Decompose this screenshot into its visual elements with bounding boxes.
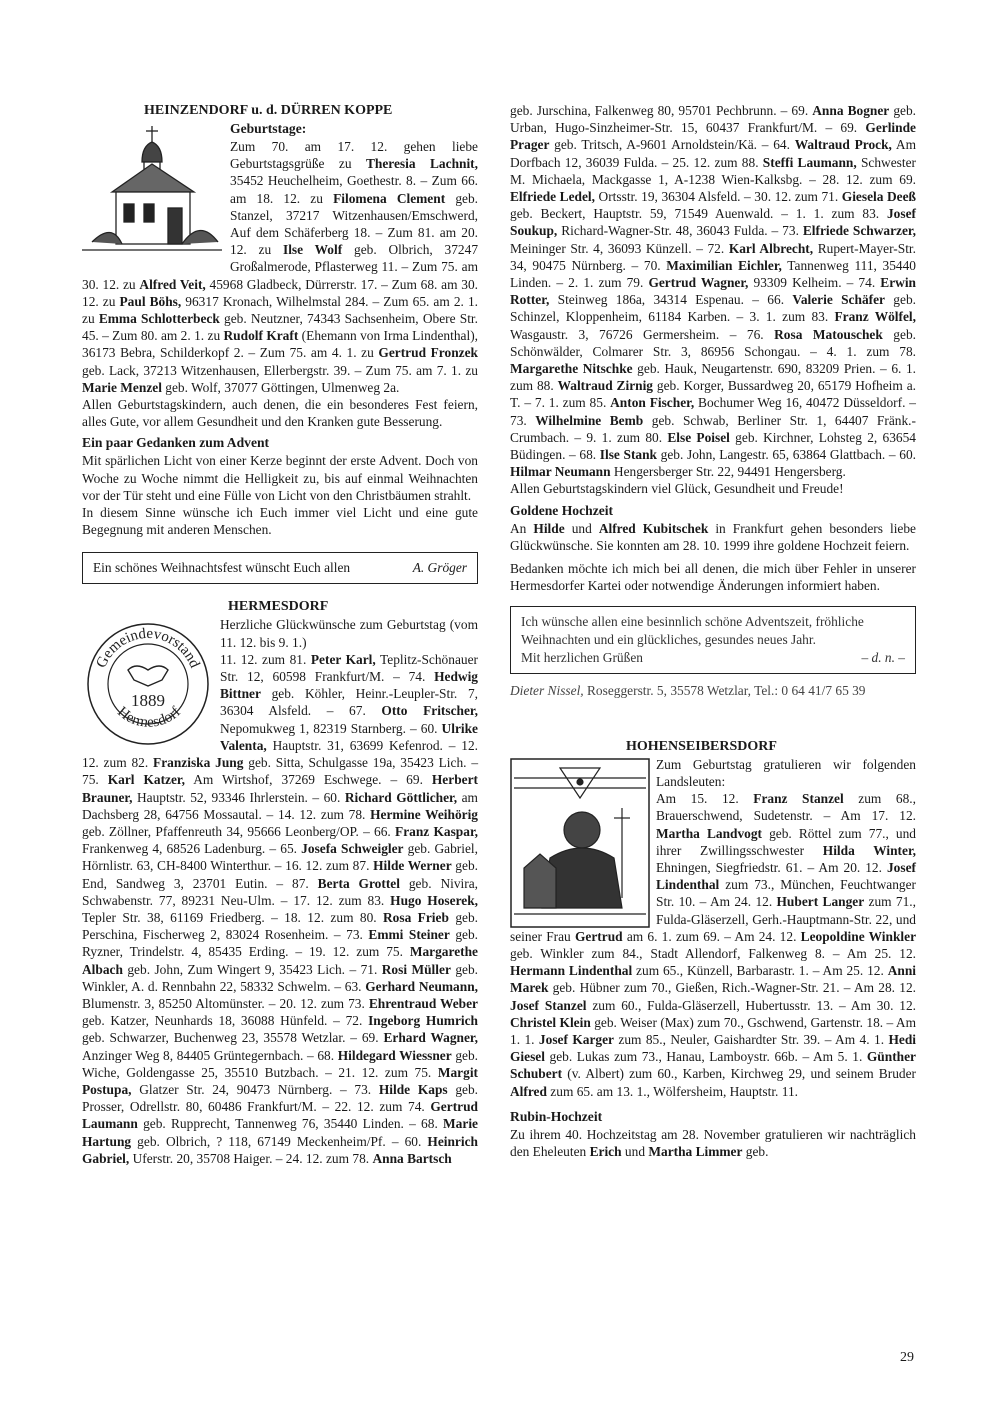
thanks-text: Bedanken möchte ich mich bei all denen, die mich über Fehler in unserer Hermesdorfer Kartei oder notwendige Änderungen informiert haben. <box>510 561 916 594</box>
advent-text-2: In diesem Sinne wünsche ich Euch immer viel Licht und eine gute Begegnung mit anderen Menschen. <box>82 505 478 538</box>
person-name: Elfriede Ledel, <box>510 189 595 205</box>
person-name: Margit Postupa, <box>82 1064 478 1097</box>
page-number: 29 <box>900 1350 914 1365</box>
box-signature: – d. n. – <box>861 650 905 666</box>
hohenseibersdorf-birthdays: Zum Geburtstag gratulieren wir folgenden Landsleuten: Am 15. 12. Franz Stanzel zum 68., Brauerschwend, Sudetenstr. – Am 17. 12. Martha Landvogt geb. Röttel zum 77., und ihrer Zwillingsschwester Hilda Winter, Ehningen, Siegfriedstr. 61. – Am 20. 12. Josef Lindenthal zum 73., München, Feuchtwanger Str. 10. – Am 24. 12. Hubert Langer zum 71., Fulda-Gläserzell, Gerh.-Hauptmann-Str. 22, und seiner Frau Gertrud am 6. 1. zum 69. – Am 24. 12. Leopoldine Winkler geb. Winkler zum 84., Stadt Allendorf, Falkenweg 8. – Am 25. 12. Hermann Lindenthal zum 65., Künzell, Barbarastr. 1. – Am 25. 12. Anni Marek geb. Hübner zum 70., Gießen, Rich.-Wagner-Str. 21. – Am 28. 12. Josef Stanzel zum 60., Fulda-Gläserzell, Hubertusstr. 13. – Am 30. 12. Christel Klein geb. Weiser (Max) zum 70., Gschwend, Gartenstr. 18. – Am 1. 1. Josef Karger zum 85., Neuler, Gaishardter Str. 39. – Am 4. 1. Hedi Giesel geb. Lukas zum 73., Hanau, Lamboystr. 66b. – Am 5. 1. Günther Schubert (v. Albert) zum 60., Karben, Kirchweg 29, und seinem Bruder Alfred zum 65. am 13. 1., Wölfersheim, Hauptstr. 11. <box>510 756 917 1099</box>
person-name: Giesela Deeß <box>841 189 916 205</box>
birthdays-subtitle: Geburtstage: <box>230 121 307 136</box>
person-name: Gertrud Laumann <box>82 1099 478 1132</box>
person-name: Franz Kaspar, <box>395 823 479 839</box>
person-name: Anton Fischer, <box>610 395 695 411</box>
person-name: Maximilian Eichler, <box>666 257 782 273</box>
person-name: Franz Wölfel, <box>834 309 917 325</box>
heinzendorf-title: HEINZENDORF u. d. DÜRREN KOPPE <box>144 103 393 118</box>
person-name: Hubert Langer <box>776 894 865 910</box>
person-name: Marie Hartung <box>82 1116 478 1149</box>
person-name: Waltraud Prock, <box>794 137 892 153</box>
chapel-illustration <box>82 122 222 262</box>
person-name: Herbert Brauner, <box>82 772 478 805</box>
heinzendorf-wishes: Allen Geburtstagskindern, auch denen, die ein besonderes Fest feiern, alles Gute, vor allem Gesundheit und den Kranken gute Besserung. <box>82 397 478 430</box>
person-name: Anna Bogner <box>812 103 890 118</box>
person-name: Margarethe Nitschke <box>510 361 633 377</box>
person-name: Peter Karl, <box>310 651 376 667</box>
person-name: Gertrud <box>574 928 623 944</box>
person-name: Alfred <box>510 1083 547 1099</box>
person-name: Wilhelmine Bemb <box>535 412 644 428</box>
hohenseibersdorf-title: HOHENSEIBERSDORF <box>626 738 777 754</box>
box-greeting: Mit herzlichen Grüßen <box>521 650 643 666</box>
person-name: Ilse Wolf <box>283 242 343 258</box>
box-text: Ich wünsche allen eine besinnlich schöne Adventszeit, fröhliche Weihnachten und ein glückliches, gesundes neues Jahr. <box>521 614 864 648</box>
person-name: Gerhard Neumann, <box>365 978 478 994</box>
ruby-wedding-title: Rubin-Hochzeit <box>510 1108 603 1124</box>
hermesdorf-title: HERMESDORF <box>228 599 329 615</box>
person-name: Emma Schlotterbeck <box>98 311 220 327</box>
person-name: Erhard Wagner, <box>383 1030 478 1046</box>
person-name: Günther Schubert <box>510 1049 916 1082</box>
person-name: Hilde Werner <box>373 858 452 874</box>
person-name: Rosa Matouschek <box>774 326 883 342</box>
greeting-text: Ein schönes Weihnachtsfest wünscht Euch allen <box>93 560 351 576</box>
svg-text:Gemeindevorstand <box>93 626 202 671</box>
right-column <box>510 102 916 1160</box>
person-name: Ilse Stank <box>599 447 658 463</box>
person-name: Berta Grottel <box>317 875 400 891</box>
hermesdorf-greeting-box <box>510 606 916 674</box>
person-name: Josefa Schweigler <box>301 841 404 857</box>
stamp-top-text: Gemeindevorstand <box>93 626 203 671</box>
person-name: Filomena Clement <box>333 190 446 206</box>
person-name: Heinrich Gabriel, <box>82 1133 478 1166</box>
person-name: Hilmar Neumann <box>510 464 611 480</box>
contact-name: Dieter Nissel, <box>510 683 584 699</box>
person-name: Karl Albrecht, <box>728 240 814 256</box>
person-name: Hilda Winter, <box>822 842 916 858</box>
person-name: Karl Katzer, <box>107 772 185 788</box>
contact-line <box>510 682 916 699</box>
person-name: Ingeborg Humrich <box>368 1013 478 1029</box>
left-column <box>82 102 478 1167</box>
person-name: Gertrud Fronzek <box>378 345 478 361</box>
person-name: Rudolf Kraft <box>223 328 299 344</box>
person-name: Gerlinde Prager <box>510 120 916 153</box>
golden-wedding-text: An Hilde und Alfred Kubitschek in Frankfurt gehen besonders liebe Glückwünsche. Sie konnten am 28. 10. 1999 ihre goldene Hochzeit feiern. <box>510 520 916 553</box>
hermesdorf-birthdays-continued: geb. Jurschina, Falkenweg 80, 95701 Pechbrunn. – 69. Anna Bogner geb. Urban, Hugo-Sinzheimer-Str. 15, 60437 Frankfurt/M. – 69. Gerlinde Prager geb. Tritsch, A-9601 Arnoldstein/Kä. – 64. Waltraud Prock, Am Dorfbach 12, 36039 Fulda. – 25. 12. zum 88. Steffi Laumann, Schwester M. Michaela, Mackgasse 1, A-1238 Wien-Kalksbg. – 28. 12. zum 69. Elfriede Ledel, Ortsstr. 19, 36304 Alsfeld. – 30. 12. zum 71. Giesela Deeß geb. Beckert, Hauptstr. 59, 71549 Auenwald. – 1. 1. zum 83. Josef Soukup, Richard-Wagner-Str. 48, 36043 Fulda. – 73. Elfriede Schwarzer, Meininger Str. 4, 36093 Künzell. – 72. Karl Albrecht, Rupert-Mayer-Str. 34, 90475 Nürnberg. – 70. Maximilian Eichler, Tannenweg 111, 35440 Linden. – 2. 1. zum 79. Gertrud Wagner, 93309 Kelheim. – 74. Erwin Rotter, Steinweg 186a, 34314 Espenau. – 66. Valerie Schäfer geb. Schinzel, Kloppenheim, 61184 Karben. – 3. 1. zum 83. Franz Wölfel, Wasgaustr. 3, 76726 Germersheim. – 76. Rosa Matouschek geb. Schönwälder, Colmarer Str. 3, 86956 Schongau. – 4. 1. zum 78. Margarethe Nitschke geb. Hauk, Neugartenstr. 690, 83209 Prien. – 6. 1. zum 88. Waltraud Zirnig geb. Korger, Bussardweg 20, 65179 Hofheim a. T. – 7. 1. zum 85. Anton Fischer, Bochumer Weg 16, 40472 Düsseldorf. – 73. Wilhelmine Bemb geb. Schwab, Berliner Str. 1, 64407 Fränk.-Crumbach. – 9. 1. zum 80. Else Poisel geb. Kirchner, Lohsteg 2, 63654 Büdingen. – 68. Ilse Stank geb. John, Langestr. 65, 63864 Glattbach. – 60. Hilmar Neumann Hengersberger Str. 22, 94491 Hengersberg. Allen Geburtstagskindern viel Glück, Gesundheit und Freude! <box>510 103 917 497</box>
gemeindevorstand-stamp <box>82 618 214 748</box>
person-name: Paul Böhs, <box>119 293 182 309</box>
person-name: Hildegard Wiessner <box>337 1047 452 1063</box>
person-name: Rosa Frieb <box>383 909 449 925</box>
person-name: Else Poisel <box>667 429 730 445</box>
couple-name: Martha Limmer <box>648 1143 743 1159</box>
stamp-year: 1889 <box>131 691 165 711</box>
person-name: Martha Landvogt <box>656 825 763 841</box>
person-name: Elfriede Schwarzer, <box>802 223 916 239</box>
heinzendorf-birthdays: Zum 70. am 17. 12. gehen liebe Geburtstagsgrüße zu Theresia Lachnit, 35452 Heuchelheim, Goethestr. 8. – Zum 66. am 18. 12. zu Filomena Clement geb. Stanzel, 37217 Witzenhausen/Emschwerd, Auf dem Schäferberg 18. – Zum 81. am 20. 12. zu Ilse Wolf geb. Olbrich, 37247 Großalmerode, Pflasterweg 11. – Zum 75. am 30. 12. zu Alfred Veit, 45968 Gladbeck, Dürrerstr. 17. – Zum 68. am 30. 12. zu Paul Böhs, 96317 Kronach, Wilhelmstal 284. – Zum 65. am 2. 1. zu Emma Schlotterbeck geb. Neutzner, 74343 Sachsenheim, Obere Str. 45. – Zum 80. am 2. 1. zu Rudolf Kraft (Ehemann von Irma Lindenthal), 36173 Bebra, Schilderkopf 2. – Zum 75. am 4. 1. zu Gertrud Fronzek geb. Lack, 37213 Witzenhausen, Ellerbergstr. 39. – Zum 75. am 7. 1. zu Marie Menzel geb. Wolf, 37077 Göttingen, Ulmenweg 2a. <box>82 139 479 395</box>
person-name: Theresia Lachnit, <box>365 156 478 172</box>
person-name: Hermine Weihörig <box>370 806 478 822</box>
person-name: Anna Bartsch <box>372 1150 452 1166</box>
person-name: Ehrentraud Weber <box>368 995 478 1011</box>
person-name: Margarethe Albach <box>82 944 478 977</box>
person-name: Hugo Hoserek, <box>390 892 479 908</box>
person-name: Marie Menzel <box>82 379 162 395</box>
person-name: Emmi Steiner <box>368 927 450 943</box>
person-name: Josef Karger <box>538 1031 614 1047</box>
person-name: Richard Göttlicher, <box>344 789 458 805</box>
person-name: Franz Stanzel <box>753 791 844 807</box>
person-name: Hedi Giesel <box>510 1031 916 1065</box>
person-name: Otto Fritscher, <box>381 703 478 719</box>
person-name: Leopoldine Winkler <box>800 928 917 944</box>
saint-woodcut-illustration <box>510 758 650 928</box>
stamp-bottom-text: Hermesdorf <box>114 704 184 732</box>
hermesdorf-birthdays: Herzliche Glückwünsche zum Geburtstag (vom 11. 12. bis 9. 1.) 11. 12. zum 81. Peter Karl, Teplitz-Schönauer Str. 12, 60598 Frankfurt/M. – 74. Hedwig Bittner geb. Köhler, Heinr.-Leupler-Str. 7, 36304 Alsfeld. – 67. Otto Fritscher, Nepomukweg 1, 82319 Starnberg. – 60. Ulrike Valenta, Hauptstr. 31, 63699 Kefenrod. – 12. 12. zum 82. Franziska Jung geb. Sitta, Schulgasse 19a, 35423 Lich. – 75. Karl Katzer, Am Wirtshof, 37269 Eschwege. – 69. Herbert Brauner, Hauptstr. 52, 93346 Ihrlerstein. – 60. Richard Göttlicher, am Dachsberg 28, 64756 Mossautal. – 14. 12. zum 78. Hermine Weihörig geb. Zöllner, Pfaffenreuth 34, 95666 Leonberg/OP. – 66. Franz Kaspar, Frankenweg 4, 68526 Ladenburg. – 65. Josefa Schweigler geb. Gabriel, Hörnlistr. 63, CH-8400 Winterthur. – 16. 12. zum 87. Hilde Werner geb. End, Sandweg 3, 23701 Eutin. – 87. Berta Grottel geb. Nivira, Schwabenstr. 77, 89231 Neu-Ulm. – 17. 12. zum 83. Hugo Hoserek, Tepler Str. 38, 61169 Friedberg. – 18. 12. zum 80. Rosa Frieb geb. Perschina, Fischerweg 2, 83024 Rosenheim. – 73. Emmi Steiner geb. Ryzner, Trindelstr. 4, 85435 Erding. – 19. 12. zum 75. Margarethe Albach geb. John, Zum Wingert 9, 35423 Lich. – 71. Rosi Müller geb. Winkler, A. d. Rennbahn 22, 58332 Schwelm. – 63. Gerhard Neumann, Blumenstr. 3, 85250 Altomünster. – 20. 12. zum 73. Ehrentraud Weber geb. Katzer, Neunhards 18, 36088 Hünfeld. – 72. Ingeborg Humrich geb. Schwarzer, Buchenweg 23, 35578 Wetzlar. – 69. Erhard Wagner, Anzinger Weg 8, 84405 Grüntegernbach. – 68. Hildegard Wiessner geb. Wiche, Goldengasse 25, 35510 Butzbach. – 21. 12. zum 75. Margit Postupa, Glatzer Str. 24, 90473 Nürnberg. – 73. Hilde Kaps geb. Prosser, Odrellstr. 80, 60486 Frankfurt/M. – 22. 12. zum 74. Gertrud Laumann geb. Rupprecht, Tannenweg 76, 35440 Linden. – 68. Marie Hartung geb. Olbrich, ? 118, 67149 Meckenheim/Pf. – 60. Heinrich Gabriel, Uferstr. 20, 35708 Haiger. – 24. 12. zum 78. Anna Bartsch <box>82 617 479 1166</box>
person-name: Josef Stanzel <box>510 997 587 1013</box>
person-name: Christel Klein <box>510 1014 591 1030</box>
person-name: Rosi Müller <box>381 961 451 977</box>
advent-text: Mit spärlichen Licht von einer Kerze beginnt der erste Advent. Doch von Woche zu Woche nimmt die Helligkeit zu, bis auf einmal Weihnachten vor der Tür steht und eine Fülle von Licht von den Christbäumen strahlt. <box>82 453 478 503</box>
person-name: Franziska Jung <box>153 755 244 771</box>
handshake-icon <box>128 666 168 686</box>
person-name: Hilde Kaps <box>378 1081 448 1097</box>
person-name: Josef Soukup, <box>510 206 916 239</box>
person-name: Steffi Laumann, <box>762 154 857 170</box>
couple-name: Erich <box>589 1143 622 1159</box>
person-name: Gertrud Wagner, <box>648 275 749 291</box>
greeting-signature: A. Gröger <box>412 560 467 576</box>
couple-name: Alfred Kubitschek <box>598 520 709 536</box>
golden-wedding-title: Goldene Hochzeit <box>510 502 614 518</box>
person-name: Erwin Rotter, <box>510 275 916 308</box>
contact-address: Roseggerstr. 5, 35578 Wetzlar, Tel.: 0 64 41/7 65 39 <box>583 683 866 699</box>
person-name: Waltraud Zirnig <box>557 378 654 394</box>
person-name: Josef Lindenthal <box>656 859 916 893</box>
heinzendorf-greeting-box <box>82 552 478 584</box>
advent-title: Ein paar Gedanken zum Advent <box>82 435 270 451</box>
person-name: Valerie Schäfer <box>792 292 885 308</box>
person-name: Anni Marek <box>510 963 917 996</box>
person-name: Ulrike Valenta, <box>220 720 478 753</box>
couple-name: Hilde <box>533 520 565 536</box>
ruby-wedding-text: Zu ihrem 40. Hochzeitstag am 28. November gratulieren wir nachträglich den Eheleuten Erich und Martha Limmer geb. <box>510 1126 916 1159</box>
person-name: Alfred Veit, <box>139 276 206 292</box>
person-name: Hedwig Bittner <box>220 669 478 702</box>
person-name: Hermann Lindenthal <box>510 963 633 979</box>
